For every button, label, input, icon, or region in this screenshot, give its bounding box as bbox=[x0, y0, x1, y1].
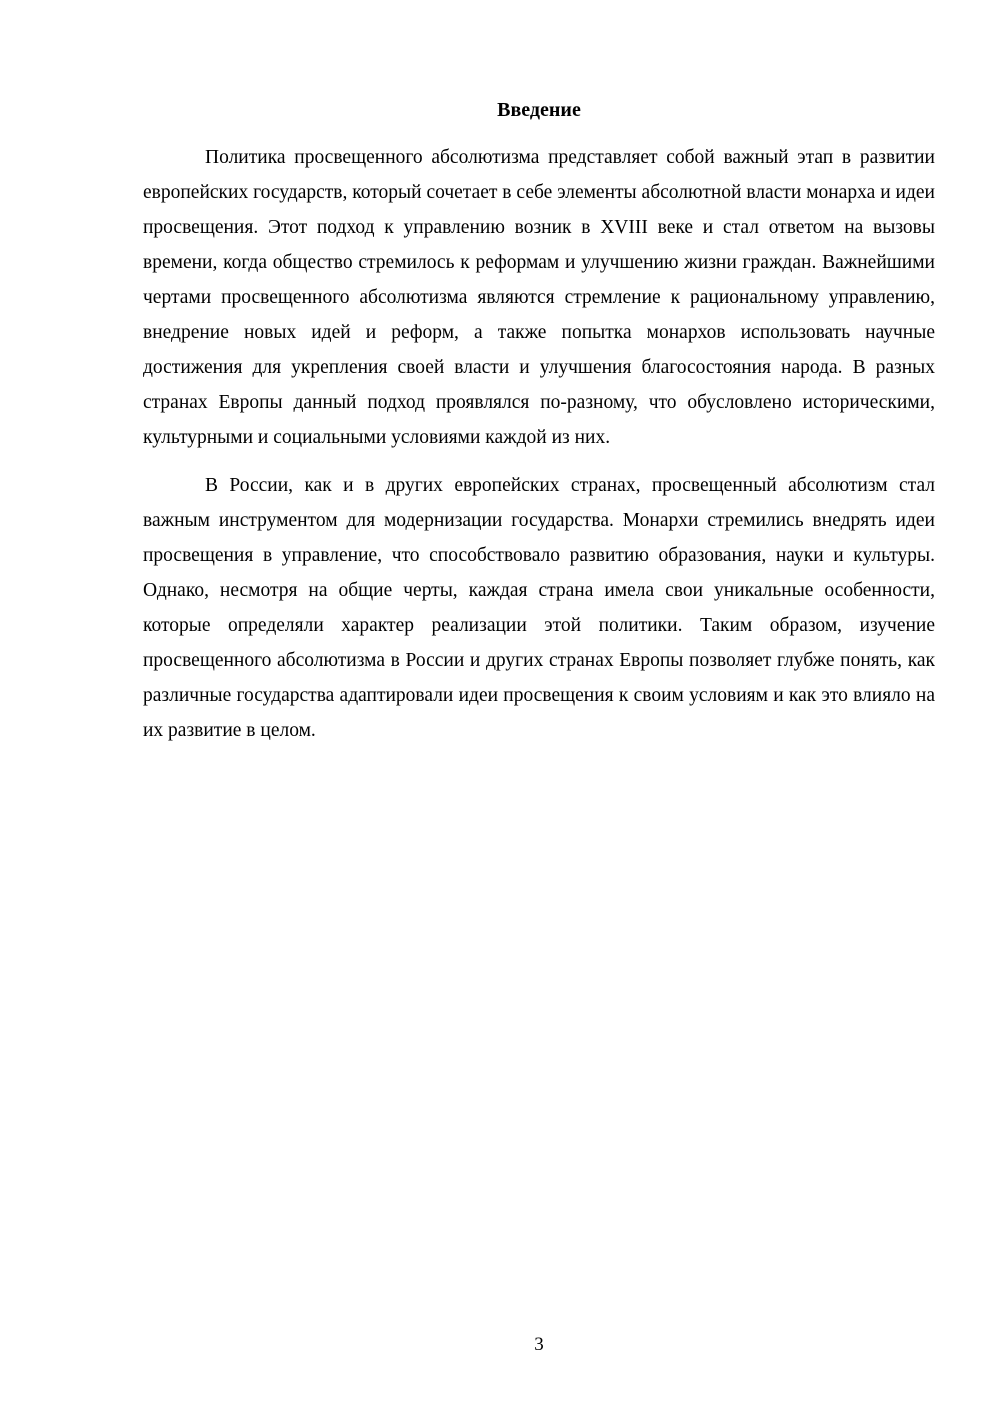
page-content bbox=[143, 93, 935, 761]
paragraph-1: Политика просвещенного абсолютизма представляет собой важный этап в развитии европейских государств, который сочетает в себе элементы абсолютной власти монарха и идеи просвещения. Этот подход к управлению возник в XVIII веке и стал ответом на вызовы времени, когда общество стремилось к реформам и улучшению жизни граждан. Важнейшими чертами просвещенного абсолютизма являются стремление к рациональному управлению, внедрение новых идей и реформ, а также попытка монархов использовать научные достижения для укрепления своей власти и улучшения благосостояния народа. В разных странах Европы данный подход проявлялся по-разному, что обусловлено историческими, культурными и социальными условиями каждой из них. bbox=[143, 147, 935, 448]
page-title: Введение bbox=[497, 99, 581, 121]
page-number: 3 bbox=[534, 1334, 544, 1355]
paragraph-2: В России, как и в других европейских странах, просвещенный абсолютизм стал важным инструментом для модернизации государства. Монархи стремились внедрять идеи просвещения в управление, что способствовало развитию образования, науки и культуры. Однако, несмотря на общие черты, каждая страна имела свои уникальные особенности, которые определяли характер реализации этой политики. Таким образом, изучение просвещенного абсолютизма в России и других странах Европы позволяет глубже понять, как различные государства адаптировали идеи просвещения к своим условиям и как это влияло на их развитие в целом. bbox=[143, 475, 935, 741]
